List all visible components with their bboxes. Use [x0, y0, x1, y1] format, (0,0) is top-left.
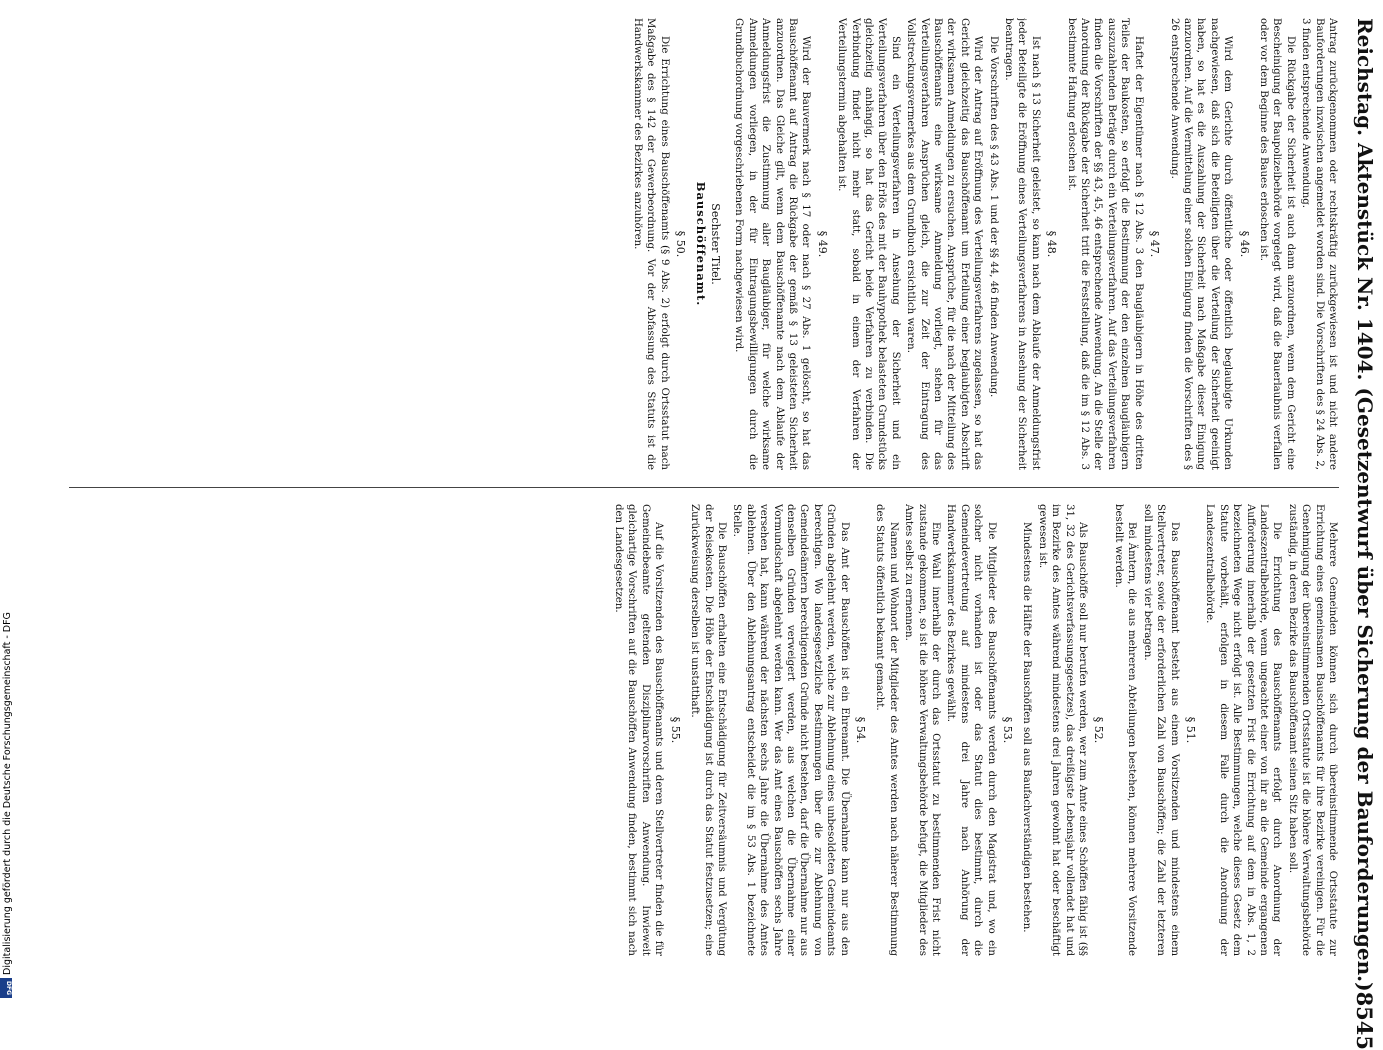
part-title: Sechster Titel. [708, 203, 722, 285]
paragraph: Die Errichtung des Bauschöffenamts erfolgt durch Anordnung der Landeszentralbehörde, wenn ungeachtet einer von ihr an die Gemeinde ergangenen Aufforderung innerhalb der gesetzten Frist die Errichtung auf dem in Abs. 1, 2 bezeichneten Wege nicht erfolgt ist. Alle Bestimmungen, welche dieses Gesetz dem Statute vorbehält, erfolgen in diesem Falle durch die Anordnung der Landeszentralbehörde. [1204, 504, 1283, 956]
paragraph: Das Bauschöffenamt besteht aus einem Vorsitzenden und mindestens einem Stellvertreter, sowie der erforderlichen Zahl von Bauschöffen; die Zahl der letzteren soll mindestens vier betragen. [1141, 504, 1180, 956]
page-number: 8545 [1352, 991, 1378, 1050]
paragraph: Wird der Bauvermerk nach § 17 oder nach § 27 Abs. 1 gelöscht, so hat das Bauschöffenamt auf Antrag die Rückgabe der gemäß § 13 geleisteten Sicherheit anzuordnen. Das Gleiche gilt, wenn dem Bauschöffenamte nach dem Ablaufe der Anmeldungsfrist die Zustimmung aller Baugläubiger, für welche wirksame Anmeldungen vorliegen, in der für Eintragungsbewilligungen durch die Grundbuchordnung vorgeschriebenen Form nachgewiesen wird. [733, 18, 812, 470]
paragraph: Bei Ämtern, die aus mehreren Abteilungen bestehen, können mehrere Vorsitzende bestellt werden. [1112, 504, 1138, 956]
section-number: § 51. [1183, 716, 1197, 744]
right-column [59, 504, 1339, 956]
left-column [59, 18, 1339, 470]
section-number: § 52. [1092, 716, 1106, 744]
part-heading: Bauschöffenamt. [693, 181, 708, 307]
section-number: § 46. [1237, 230, 1251, 258]
paragraph: Als Bauschöffe soll nur berufen werden, wer zum Amte eines Schöffen fähig ist (§§ 31, 32 des Gerichtsverfassungsgesetzes), das dreißigste Lebensjahr vollendet hat und im Bezirke des Amtes während mindestens drei Jahren gewohnt hat oder beschäftigt gewesen ist. [1036, 504, 1089, 956]
paragraph: Die Bauschöffen erhalten eine Entschädigung für Zeitversäumnis und Vergütung der Reisekosten. Die Höhe der Entschädigung ist durch das Statut festzusetzen; eine Zurückweisung derselben ist unstatthaft. [689, 504, 727, 956]
paragraph: Eine Wahl innerhalb der durch das Ortsstatut zu bestimmenden Frist nicht zustande gekommen, so ist die höhere Verwaltungsbehörde befugt, die Mitglieder des Amtes selbst zu ernennen. [903, 504, 942, 956]
paragraph: Antrag zurückgenommen oder rechtskräftig zurückgewiesen ist und nicht andere Bauforderungen inzwischen angemeldet worden sind. Die Vorschriften des § 24 Abs. 2, 3 finden entsprechende Anwendung. [1300, 18, 1338, 470]
column-divider [69, 487, 1339, 488]
paragraph: Die Mitglieder des Bauschöffenamts werden durch den Magistrat und, wo ein solcher nicht vorhanden ist oder das Statut dies bestimmt, durch die Gemeindevertretung auf mindestens drei Jahre nach Anhörung der Handwerkskammer des Bezirkes gewählt. [945, 504, 997, 956]
paragraph: Auf die Vorsitzenden des Bauschöffenamts und deren Stellvertreter finden die für Gemeindebeamte geltenden Disziplinarvorschriften Anwendung. Inwieweit gleichartige Vorschriften auf die Bauschöffen Anwendung finden, bestimmt sich nach den Landesgesetzen. [613, 504, 665, 956]
paragraph: Haftet der Eigentümer nach § 12 Abs. 3 den Baugläubigern in Höhe des dritten Teiles der Baukosten, so erfolgt die Bestimmung der den einzelnen Baugläubigern auszuzahlenden Beträge durch ein Verteilungsverfahren. Auf das Verteilungsverfahren finden die Vorschriften der §§ 43, 45, 46 entsprechende Anwendung. An die Stelle der Anordnung der Rückgabe der Sicherheit tritt die Feststellung, daß die im § 12 Abs. 3 bestimmte Haftung erloschen ist. [1065, 18, 1144, 470]
paragraph: Die Vorschriften des § 43 Abs. 1 und der §§ 44, 46 finden Anwendung. [987, 36, 999, 398]
paragraph: Namen und Wohnort der Mitglieder des Amtes werden nach näherer Bestimmung des Statuts öffentlich bekannt gemacht. [874, 504, 899, 956]
paragraph: Sind ein Verteilungsverfahren in Ansehung der Sicherheit und ein Verteilungsverfahren über den Erlös des mit der Bauhypothek belasteten Grundstücks gleichzeitig anhängig, so hat das Gericht beide Verfahren zu verbinden. Die Verbindung findet nicht mehr statt, sobald in einem der Verfahren der Verteilungstermin abgehalten ist. [836, 18, 901, 470]
section-number: § 50. [674, 230, 688, 258]
page-header [1347, 18, 1383, 1050]
footer-strip [0, 0, 12, 1000]
paragraph: Die Errichtung eines Bauschöffenamts (§ 9 Abs. 2) erfolgt durch Ortsstatut nach Maßgabe des § 142 der Gewerbeordnung. Vor der Abfassung des Statuts ist die Handwerkskammer des Bezirkes anzuhören. [631, 18, 670, 470]
dfg-logo: DFG [0, 978, 12, 998]
paragraph: Mehrere Gemeinden können sich durch übereinstimmende Ortsstatute zur Errichtung eines gemeinsamen Bauschöffenamts für ihre Bezirke vereinigen. Für die Genehmigung der übereinstimmenden Ortsstatute ist die höhere Verwaltungsbehörde zuständig, in deren Bezirke das Bauschöffenamt seinen Sitz haben soll. [1286, 504, 1338, 956]
footer-credit: Digitalisierung gefördert durch die Deutsche Forschungsgemeinschaft - DFG [2, 612, 13, 975]
paragraph: Mindestens die Hälfte der Bauschöffen soll aus Baufachverständigen bestehen. [1021, 522, 1033, 933]
paragraph: Das Amt der Bauschöffen ist ein Ehrenamt. Die Übernahme kann nur aus den Gründen abgelehnt werden, welche zur Ablehnung eines unbesoldeten Gemeindeamts berechtigen. Wo landesgesetzliche Bestimmungen über die zur Ablehnung von Gemeindeämtern berechtigenden Gründe nicht bestehen, darf die Übernahme nur aus denselben Gründen verweigert werden, aus welchen die Übernahme einer Vormundschaft abgelehnt werden kann. Wer das Amt eines Bauschöffen sechs Jahre versehen hat, kann während der nächsten sechs Jahre die Übernahme des Amtes ablehnen. Über den Ablehnungsantrag entscheidet die im § 53 Abs. 1 bezeichnete Stelle. [731, 504, 850, 956]
paragraph: Wird der Antrag auf Eröffnung des Verteilungsverfahrens zugelassen, so hat das Gericht gleichzeitig das Bauschöffenamt um Erteilung einer beglaubigten Abschrift der wirksamen Anmeldungen zu ersuchen. Ansprüche, für die nach der Mitteilung des Bauschöffenamts eine wirksame Anmeldung vorliegt, stehen für das Verteilungsverfahren Ansprüchen gleich, die zur Zeit der Eintragung des Vollstreckungsvermerkes aus dem Grundbuch ersichtlich waren. [905, 18, 984, 470]
paragraph: Ist nach § 13 Sicherheit geleistet, so kann nach dem Ablaufe der Anmeldungsfrist jeder Beteiligte die Eröffnung eines Verteilungsverfahrens in Ansehung der Sicherheit beantragen. [1003, 18, 1041, 470]
section-number: § 54. [854, 716, 867, 744]
section-number: § 48. [1045, 230, 1059, 258]
paragraph: Wird dem Gerichte durch öffentliche oder öffentlich beglaubigte Urkunden nachgewiesen, daß sich die Beteiligten über die Verteilung der Sicherheit geeinigt haben, so hat es die Auszahlung der Sicherheit nach Maßgabe dieser Einigung anzuordnen. Auf die Vermittelung einer solchen Einigung finden die Vorschriften des § 26 entsprechende Anwendung. [1168, 18, 1234, 470]
page-title: Reichstag. Aktenstück Nr. 1404. (Gesetzentwurf über Sicherung der Bauforderungen.) [1353, 18, 1377, 992]
paragraph: Die Rückgabe der Sicherheit ist auch dann anzuordnen, wenn dem Gericht eine Bescheinigung der Baupolizeibehörde vorgelegt wird, daß die Bauerlaubnis verfallen oder vor dem Beginne des Baues erloschen ist. [1257, 18, 1296, 470]
section-number: § 49. [815, 230, 829, 258]
section-number: § 53. [1001, 716, 1015, 744]
section-number: § 47. [1148, 230, 1162, 258]
section-number: § 55. [668, 716, 682, 744]
rotated-page [43, 10, 1383, 1050]
